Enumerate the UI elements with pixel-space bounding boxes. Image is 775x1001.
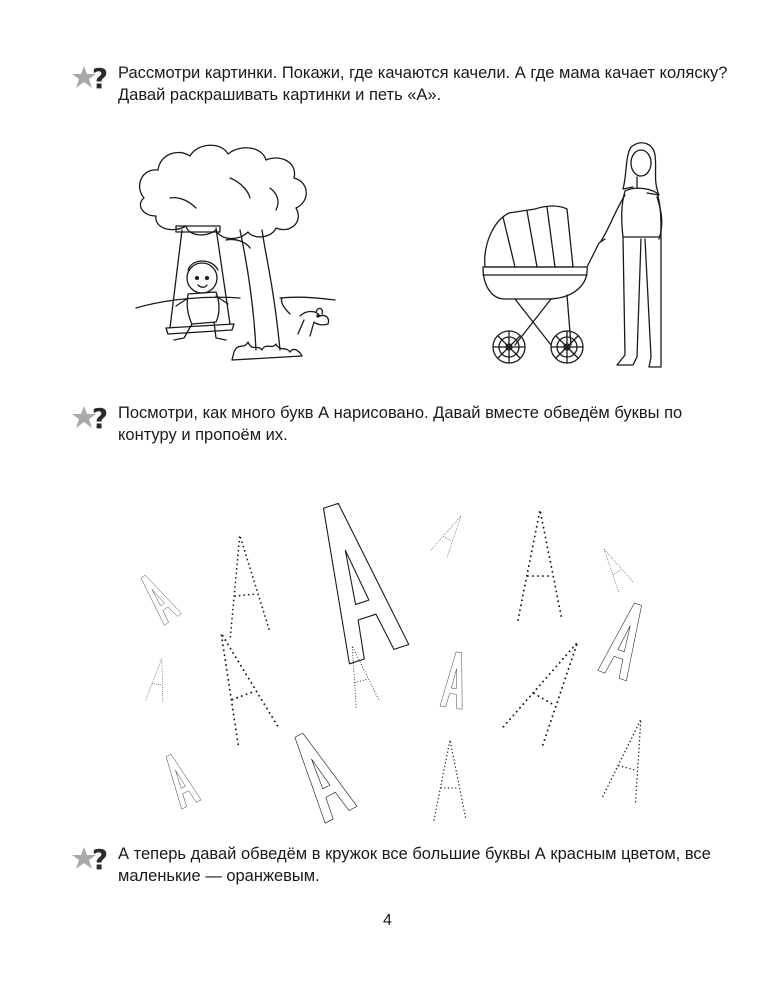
big-letter-a xyxy=(598,599,653,681)
letter-a-tracing-area xyxy=(110,470,710,830)
task-instruction-3 xyxy=(72,843,742,887)
question-star-icon xyxy=(72,404,114,434)
dotted-letter-a xyxy=(201,626,280,744)
svg-text:?: ? xyxy=(91,404,109,434)
big-letter-a xyxy=(159,751,201,809)
svg-text:?: ? xyxy=(91,64,109,94)
dotted-letter-a xyxy=(341,643,380,707)
page-number: 4 xyxy=(383,912,392,929)
task-text-2: Посмотри, как много букв А нарисовано. Давай вместе обведём буквы по контуру и пропоём их. xyxy=(118,404,683,444)
dotted-letter-a xyxy=(434,740,466,820)
dotted-letter-a xyxy=(503,631,596,748)
dotted-letter-a xyxy=(603,715,657,805)
big-letter-a xyxy=(283,727,357,823)
dotted-letter-a xyxy=(146,657,171,703)
big-letter-a xyxy=(135,571,182,626)
task-text-3: А теперь давай обведём в кружок все большие буквы А красным цветом, все маленькие — оранжевым. xyxy=(118,845,711,885)
question-star-icon xyxy=(72,64,114,94)
question-star-icon xyxy=(72,845,114,875)
big-letter-a xyxy=(301,496,409,664)
mother-stroller-illustration xyxy=(475,135,685,375)
swing-illustration xyxy=(130,138,340,373)
dotted-letter-a xyxy=(431,512,468,559)
svg-text:?: ? xyxy=(91,845,109,875)
task-text-1: Рассмотри картинки. Покажи, где качаются качели. А где мама качает коляску? Давай раскрашивать картинки и петь «А». xyxy=(118,64,728,104)
dotted-letter-a xyxy=(596,545,633,592)
big-letter-a xyxy=(440,651,470,710)
dotted-letter-a xyxy=(220,533,270,637)
task-instruction-2 xyxy=(72,402,742,446)
dotted-letter-a xyxy=(518,510,562,620)
task-instruction-1 xyxy=(72,62,742,106)
